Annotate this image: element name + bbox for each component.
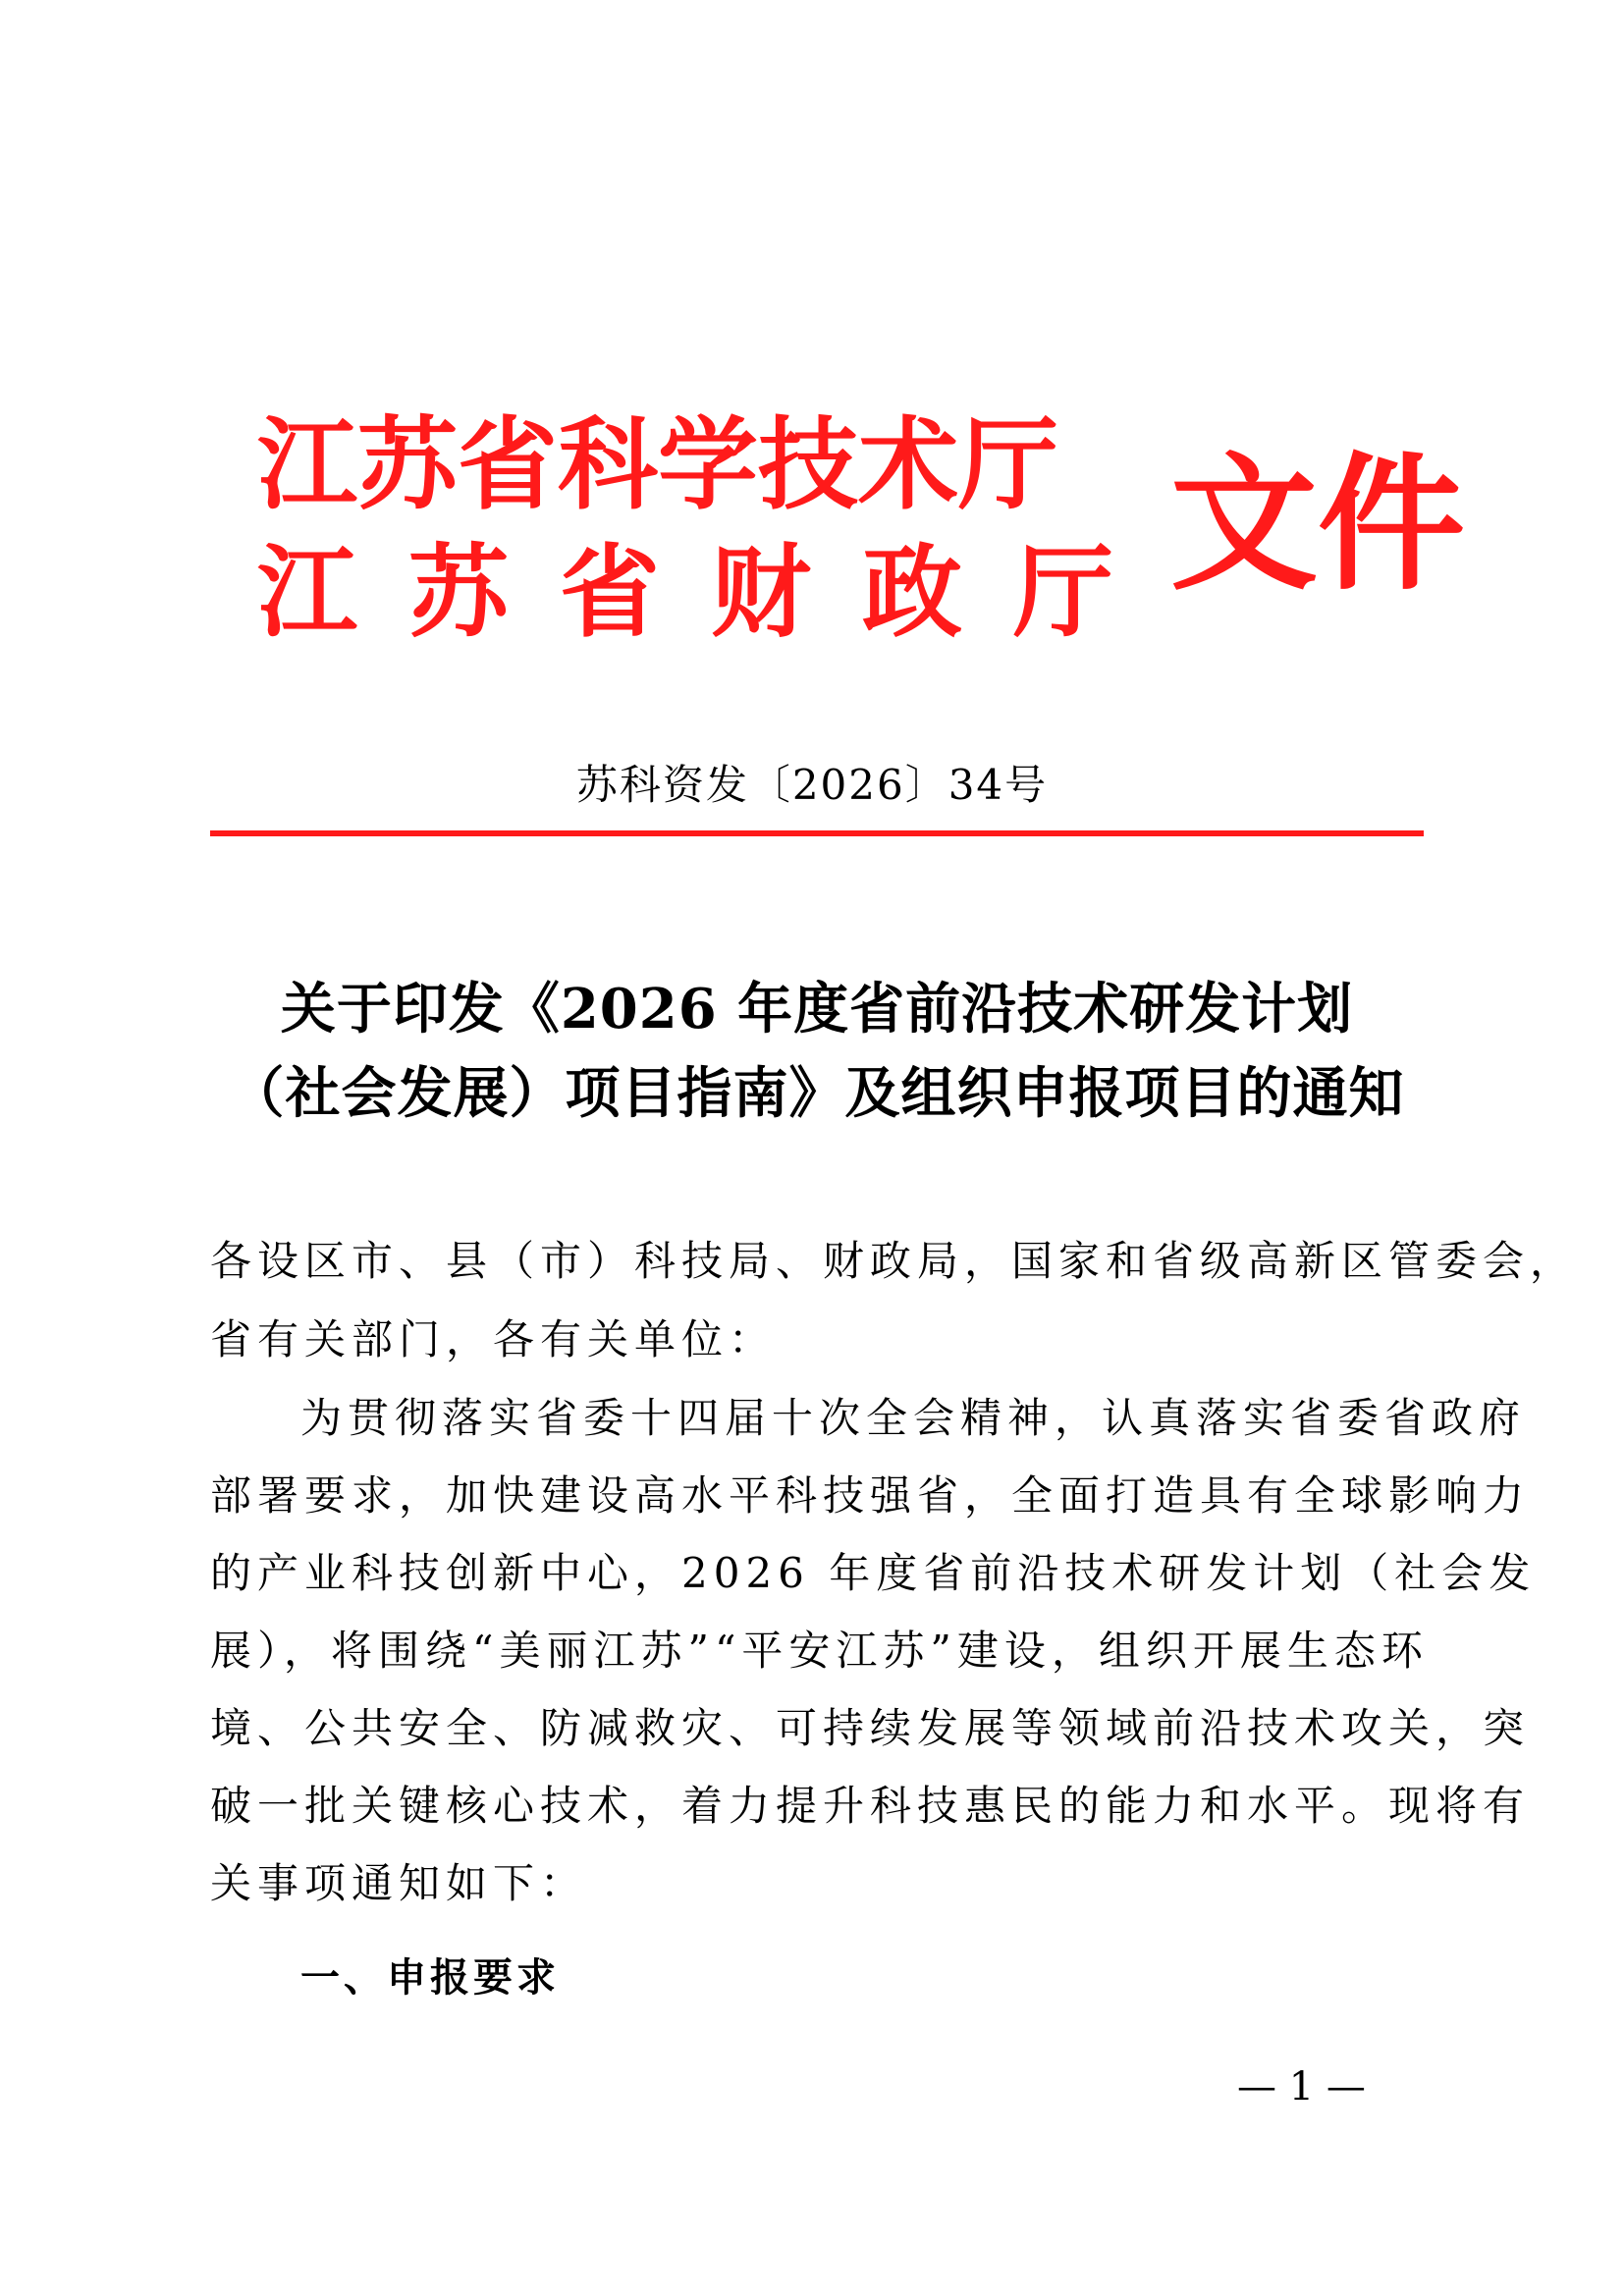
red-divider-line (210, 830, 1424, 836)
body-paragraph (210, 1379, 1537, 1922)
body-line: 为贯彻落实省委十四届十次全会精神，认真落实省委省政府 (300, 1394, 1527, 1442)
issuer-line-science-department: 江苏省科学技术厅 (257, 407, 1058, 524)
document-number: 苏科资发〔2026〕34号 (575, 761, 1049, 809)
document-title-line-1: 关于印发《2026 年度省前沿技术研发计划 (280, 977, 1354, 1041)
addressee-line-2: 省有关部门，各有关单位： (210, 1315, 777, 1363)
document-word: 文件 (1170, 440, 1466, 611)
page-number: — 1 — (1237, 2064, 1366, 2109)
addressee-block (210, 1222, 1578, 1379)
document-title-line-2: （社会发展）项目指南》及组织申报项目的通知 (229, 1061, 1405, 1126)
body-line: 展），将围绕“美丽江苏”“平安江苏”建设，组织开展生态环 (210, 1627, 1429, 1675)
body-line: 境、公共安全、防减救灾、可持续发展等领域前沿技术攻关，突 (210, 1704, 1531, 1752)
issuing-authorities (257, 402, 1164, 658)
body-line: 部署要求，加快建设高水平科技强省，全面打造具有全球影响力 (210, 1471, 1531, 1520)
body-line: 的产业科技创新中心，2026 年度省前沿技术研发计划（社会发 (210, 1549, 1537, 1597)
addressee-line-1: 各设区市、县（市）科技局、财政局，国家和省级高新区管委会， (210, 1237, 1578, 1285)
document-header (257, 402, 1466, 658)
body-line: 关事项通知如下： (210, 1859, 588, 1907)
document-title (210, 967, 1424, 1136)
section-heading-application-requirements: 一、申报要求 (300, 1955, 560, 2001)
body-line: 破一批关键核心技术，着力提升科技惠民的能力和水平。现将有 (210, 1782, 1531, 1830)
issuer-line-finance-department: 江苏省财政厅 (257, 535, 1164, 652)
